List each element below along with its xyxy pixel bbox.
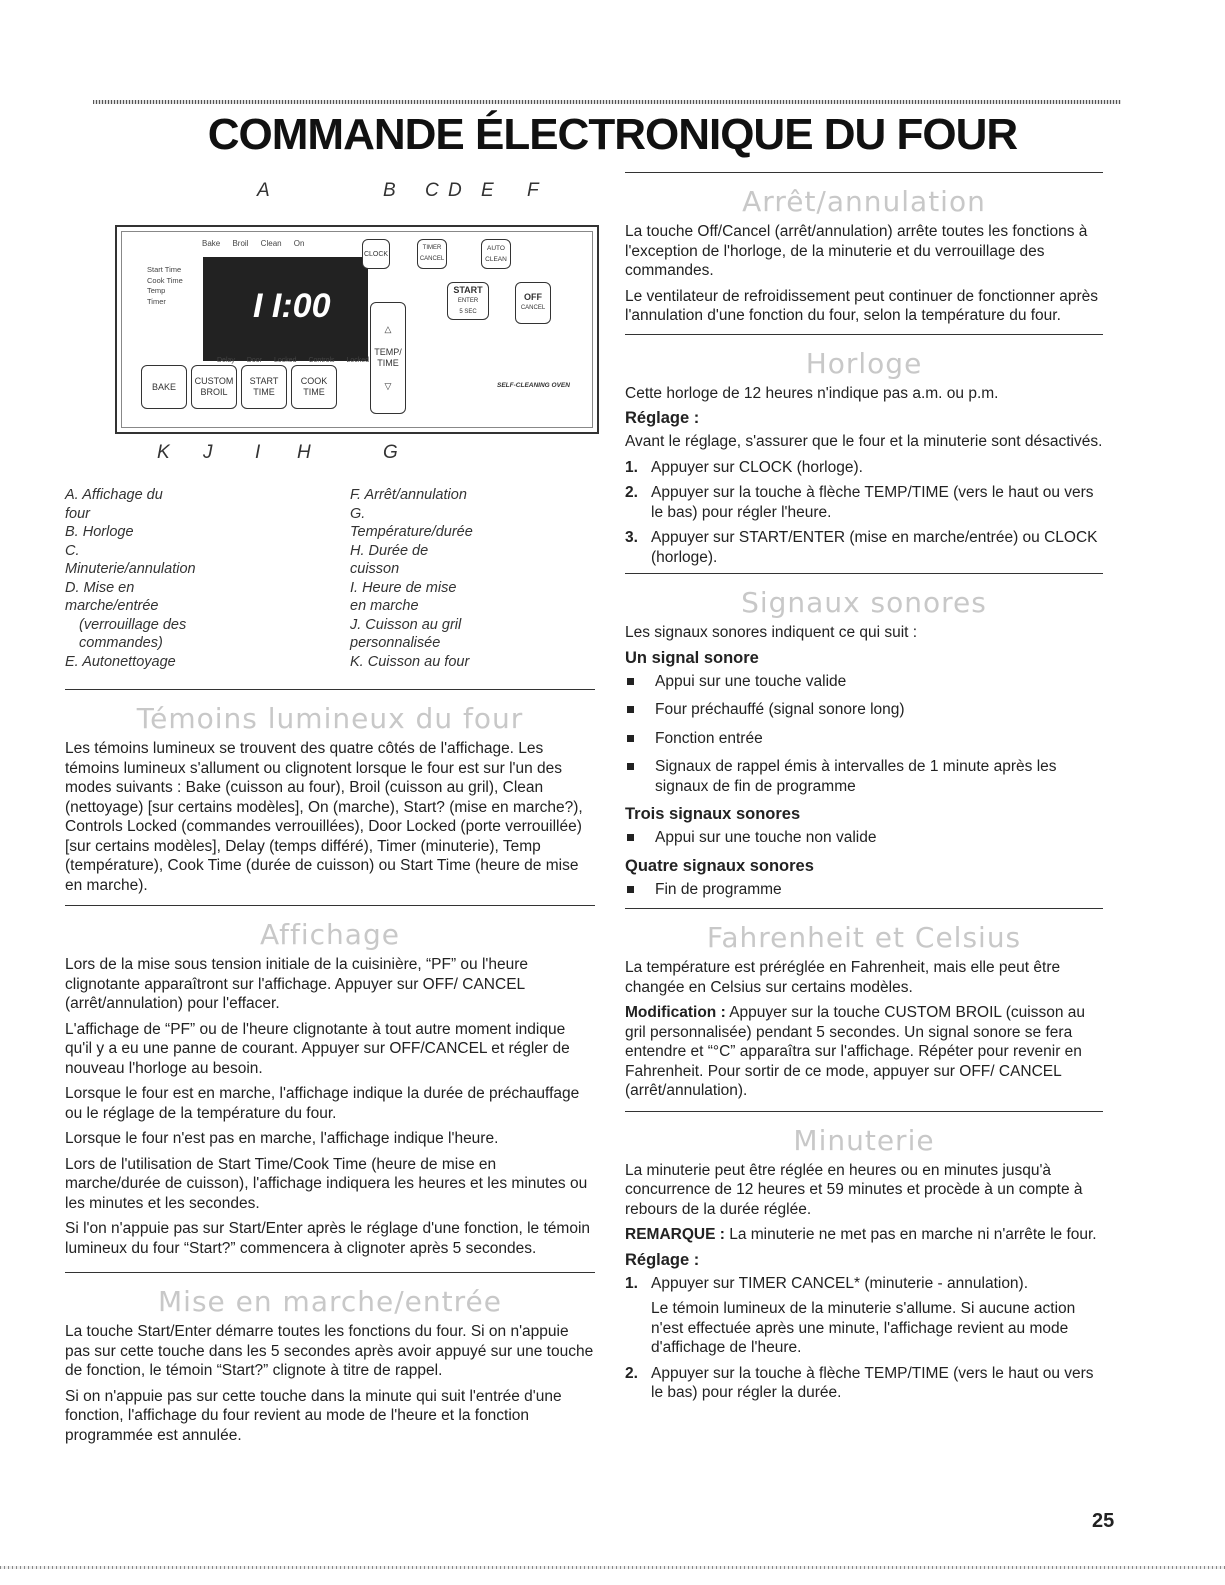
section-title-horloge: Horloge	[805, 346, 923, 380]
off-cancel-key[interactable]: OFF CANCEL	[515, 282, 551, 324]
oven-display	[203, 257, 368, 361]
paragraph: Le ventilateur de refroidissement peut continuer de fonctionner après l'annulation d'une fonction du four, selon la température du four.	[625, 287, 1099, 324]
label-k: K	[157, 442, 170, 463]
subheading: Quatre signaux sonores	[625, 856, 814, 875]
clock-steps	[625, 458, 1103, 568]
label-i: I	[255, 442, 261, 463]
self-cleaning-label: SELF-CLEANING OVEN	[497, 382, 570, 389]
list-item: 2. Appuyer sur la touche à flèche TEMP/TIME (vers le haut ou vers le bas) pour régler l'heure.	[625, 484, 1094, 521]
signal-list-3	[625, 880, 1103, 900]
paragraph: Lorsque le four n'est pas en marche, l'affichage indique l'heure.	[65, 1130, 499, 1147]
display-digits: I I:00	[253, 287, 331, 325]
label-f: F	[527, 180, 539, 201]
section-title-affichage: Affichage	[260, 918, 400, 951]
bake-key[interactable]: BAKE	[141, 365, 187, 409]
list-item: Fonction entrée	[625, 729, 1103, 749]
clock-key[interactable]: CLOCK	[362, 239, 390, 269]
control-panel	[115, 225, 599, 434]
down-arrow-icon: ▽	[384, 381, 392, 391]
paragraph: Lors de l'utilisation de Start Time/Cook Time (heure de mise en marche/durée de cuisson), l'affichage indiquera les heures et les minutes ou les minutes et les secondes.	[65, 1155, 588, 1212]
timer-steps	[625, 1274, 1103, 1403]
paragraph: La touche Off/Cancel (arrêt/annulation) arrête toutes les fonctions à l'exception de l'horloge, de la minuterie et du verrouillage des commandes.	[625, 223, 1088, 279]
paragraph: La minuterie peut être réglée en heures ou en minutes jusqu'à concurrence de 12 heures et 59 minutes et procède à un compte à rebours de la durée réglée.	[625, 1161, 1083, 1218]
list-item: Signaux de rappel émis à intervalles de 1 minute après les signaux de fin de programme	[625, 757, 1103, 796]
temp-time-key[interactable]: △ TEMP/ TIME ▽	[370, 302, 406, 414]
signal-list-1	[625, 672, 1103, 797]
label-a: A	[257, 180, 270, 201]
paragraph: Lorsque le four est en marche, l'affichage indique la durée de préchauffage ou le réglage de la température du four.	[65, 1085, 580, 1122]
paragraph: Si on n'appuie pas sur cette touche dans la minute qui suit l'entrée d'une fonction, l'affichage du four revient au mode de l'heure et la fonction programmée est annulée.	[65, 1387, 562, 1444]
list-item: Appui sur une touche non valide	[625, 828, 1103, 848]
list-item: 1. Appuyer sur TIMER CANCEL* (minuterie - annulation). Le témoin lumineux de la minuterie s'allume. Si aucune action n'est effectuée après une minute, l'affichage revient au mode d'affichage de l'heure.	[625, 1274, 1076, 1356]
lcd-side-labels: Start Time Cook Time Temp Timer	[147, 265, 183, 306]
list-item: Four préchauffé (signal sonore long)	[625, 700, 1103, 720]
timer-cancel-key[interactable]: TIMER CANCEL	[417, 239, 447, 269]
page-number: 25	[1092, 1510, 1115, 1532]
label-d: D	[448, 180, 462, 201]
start-enter-key[interactable]: START ENTER 5 SEC	[447, 282, 489, 320]
right-column	[625, 172, 1103, 1409]
cook-time-key[interactable]: COOK TIME	[291, 365, 337, 409]
paragraph: REMARQUE : La minuterie ne met pas en marche ni n'arrête le four.	[625, 1226, 1097, 1243]
subheading: Réglage :	[625, 409, 700, 427]
paragraph: Les témoins lumineux se trouvent des quatre côtés de l'affichage. Les témoins lumineux s'allument ou clignotent lorsque le four est sur l'un des modes suivants : Bake (cuisson au four), Broil (cuisson au gril), Clean (nettoyage) [sur certains modèles], On (marche), Start? (mise en marche?), Controls Locked (commandes verrouillées), Door Locked (porte verrouillée) [sur certains modèles], Delay (temps différé), Timer (minuterie), Temp (température), Cook Time (durée de cuisson) ou Start Time (heure de mise en marche).	[65, 740, 583, 894]
paragraph: Modification : Appuyer sur la touche CUSTOM BROIL (cuisson au gril personnalisée) pendant 5 secondes. Un signal sonore se fera entendre et “°C” apparaîtra sur l'affichage. Répéter pour revenir en Fahrenheit. Pour sortir de ce mode, appuyer sur OFF/ CANCEL (arrêt/annulation).	[625, 1004, 1085, 1099]
auto-clean-key[interactable]: AUTO CLEAN	[481, 239, 511, 269]
bottom-decorative-bar	[0, 1566, 1225, 1569]
diagram-legend: A. Affichage du four B. Horloge C. Minuterie/annulation D. Mise en marche/entrée (verrouillage des commandes) E. Autonettoyage F. Arrêt/annulation G. Température/durée H. Durée de cuisson I. Heure de mise en marche J. Cuisson au gril personnalisée K. Cuisson au four	[65, 487, 473, 670]
subheading: Trois signaux sonores	[625, 805, 801, 823]
list-item: Appui sur une touche valide	[625, 672, 1103, 692]
list-item: 3. Appuyer sur START/ENTER (mise en marche/entrée) ou CLOCK (horloge).	[625, 529, 1098, 566]
paragraph: Les signaux sonores indiquent ce qui suit :	[625, 624, 918, 641]
paragraph: Cette horloge de 12 heures n'indique pas a.m. ou p.m.	[625, 384, 999, 402]
label-c: C	[425, 180, 439, 201]
subheading: Réglage :	[625, 1250, 700, 1269]
page-title: COMMANDE ÉLECTRONIQUE DU FOUR	[207, 110, 1018, 159]
label-h: H	[297, 442, 311, 463]
section-title-mise-en-marche: Mise en marche/entrée	[158, 1285, 502, 1318]
label-j: J	[203, 442, 213, 463]
paragraph: La touche Start/Enter démarre toutes les fonctions du four. Si on n'appuie pas sur cette touche dans les 5 secondes après avoir appuyé sur une touche de fonction, le témoin “Start?” clignote à titre de rappel.	[65, 1323, 594, 1379]
list-item: 1. Appuyer sur CLOCK (horloge).	[625, 458, 863, 476]
lcd-top-labels: Bake Broil Clean On	[202, 239, 305, 248]
control-panel-diagram	[65, 180, 595, 480]
list-item: Fin de programme	[625, 880, 1103, 900]
top-decorative-bar	[93, 100, 1121, 104]
paragraph: La température est préréglée en Fahrenheit, mais elle peut être changée en Celsius sur certains modèles.	[625, 959, 1061, 996]
section-title-minuterie: Minuterie	[793, 1123, 935, 1157]
label-e: E	[481, 180, 494, 201]
lcd-bottom-labels: Delay Door Locked Controls Locked	[217, 357, 370, 364]
paragraph: Lors de la mise sous tension initiale de la cuisinière, “PF” ou l'heure clignotante apparaîtront sur l'affichage. Appuyer sur OFF/ CANCEL (arrêt/annulation) pour l'effacer.	[65, 956, 529, 1012]
section-title-temoins: Témoins lumineux du four	[136, 702, 524, 735]
left-column	[65, 180, 595, 1451]
list-item: 2. Appuyer sur la touche à flèche TEMP/TIME (vers le haut ou vers le bas) pour régler la durée.	[625, 1364, 1094, 1401]
paragraph: L'affichage de “PF” ou de l'heure clignotante à tout autre moment indique qu'il y a eu une panne de courant. Appuyer sur OFF/CANCEL et régler de nouveau l'horloge au besoin.	[65, 1020, 570, 1077]
label-g: G	[383, 442, 398, 463]
section-title-signaux: Signaux sonores	[741, 586, 987, 619]
signal-list-2	[625, 828, 1103, 848]
section-title-fahrenheit: Fahrenheit et Celsius	[706, 921, 1022, 954]
paragraph: Avant le réglage, s'assurer que le four et la minuterie sont désactivés.	[625, 433, 1103, 450]
paragraph: Si l'on n'appuie pas sur Start/Enter après le réglage d'une fonction, le témoin lumineux du four “Start?” commencera à clignoter après 5 secondes.	[65, 1220, 591, 1257]
start-time-key[interactable]: START TIME	[241, 365, 287, 409]
custom-broil-key[interactable]: CUSTOM BROIL	[191, 365, 237, 409]
label-b: B	[383, 180, 396, 201]
section-title-arret: Arrêt/annulation	[742, 185, 986, 218]
up-arrow-icon: △	[384, 324, 392, 334]
subheading: Un signal sonore	[625, 648, 759, 667]
